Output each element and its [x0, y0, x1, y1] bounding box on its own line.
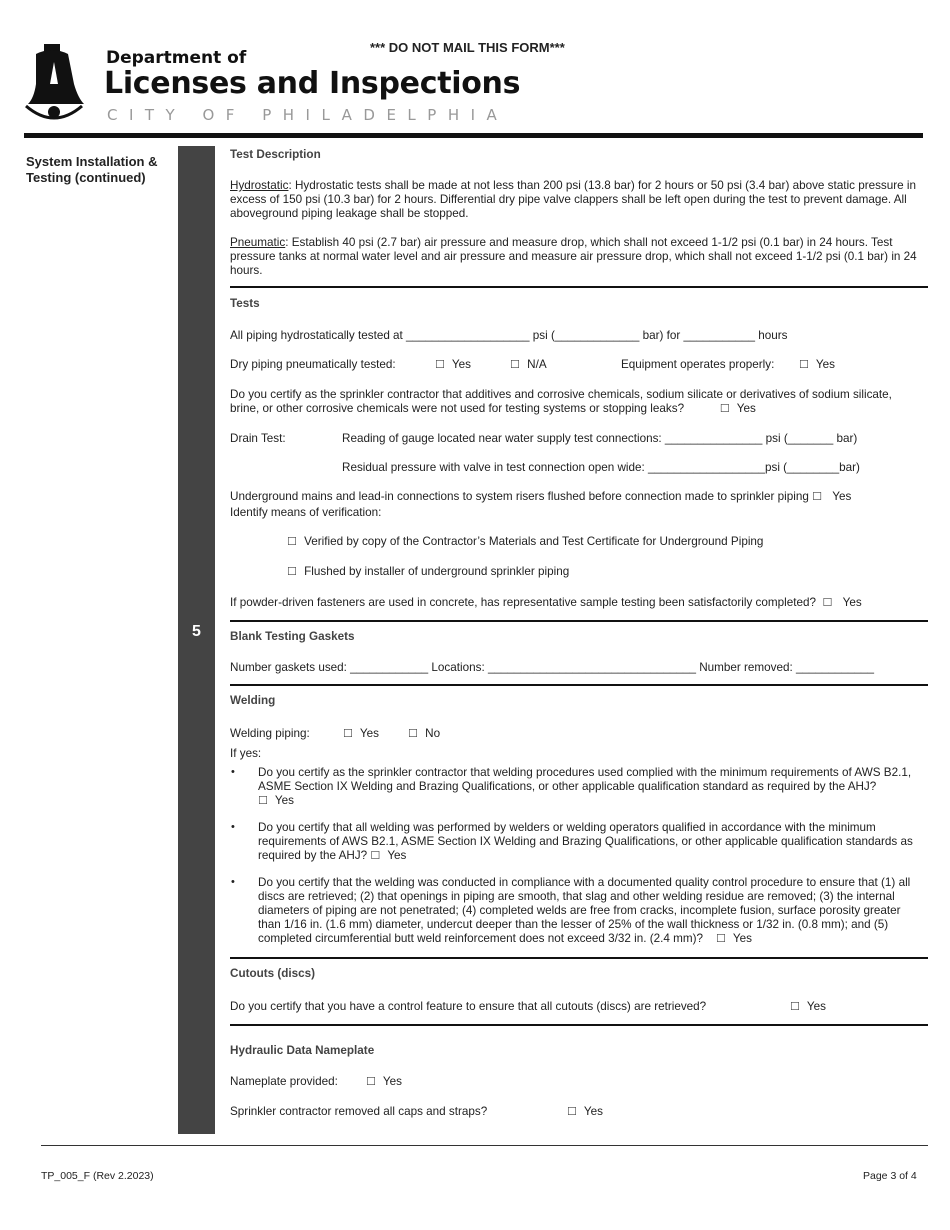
hydrostatic-text: : Hydrostatic tests shall be made at not less than 200 psi (13.8 bar) for 2 hours or 50 psi (3.4 bar) above static pressure in excess of 150 psi (10.3 bar) for 2 hours. Differential dry pipe valve clappers shall be left open during the test to prevent damage. All aboveground piping leakage shall be stopped.: [230, 179, 917, 220]
no-label: No: [425, 727, 441, 740]
yes-label: Yes: [842, 596, 862, 609]
checkbox-icon: ☐: [719, 402, 730, 415]
caps-straps-label: Sprinkler contractor removed all caps and straps?: [230, 1105, 488, 1118]
form-id: TP_005_F (Rev 2.2023): [41, 1170, 154, 1182]
divider: [230, 620, 928, 622]
na-label: N/A: [527, 358, 547, 371]
tests-title: Tests: [230, 297, 260, 310]
section-side-title: System Installation & Testing (continued): [26, 154, 158, 185]
dry-piping-label: Dry piping pneumatically tested:: [230, 358, 396, 371]
checkbox-icon: ☐: [790, 1000, 800, 1013]
header-rule: [24, 133, 923, 138]
cutouts-title: Cutouts (discs): [230, 967, 316, 980]
divider: [230, 957, 928, 959]
welding-piping-label: Welding piping:: [230, 727, 310, 740]
verified-copy-checkbox[interactable]: [287, 535, 763, 549]
checkbox-icon: ☐: [366, 1075, 376, 1088]
cutouts-yes-checkbox[interactable]: [790, 1000, 826, 1014]
do-not-mail-notice: *** DO NOT MAIL THIS FORM***: [370, 40, 565, 55]
yes-label: Yes: [736, 402, 756, 415]
if-yes-label: If yes:: [230, 747, 262, 760]
cutouts-question: Do you certify that you have a control feature to ensure that all cutouts (discs) are retrieved?: [230, 1000, 707, 1013]
nameplate-yes-checkbox[interactable]: [366, 1075, 402, 1089]
identify-verification-label: Identify means of verification:: [230, 506, 382, 519]
bullet-icon: •: [231, 876, 235, 888]
city-of-philadelphia-label: CITY OF PHILADELPHIA: [107, 106, 509, 124]
divider: [230, 286, 928, 288]
pneumatic-description: [230, 236, 920, 278]
bullet-icon: •: [231, 766, 235, 778]
hydrostatic-description: [230, 179, 920, 221]
equipment-yes-checkbox[interactable]: [799, 358, 835, 372]
underground-yes-checkbox[interactable]: [812, 490, 851, 503]
bullet-icon: •: [231, 821, 235, 833]
welding-bullet-2-text: Do you certify that all welding was performed by welders or welding operators qualified in accordance with the minimum requirements of AWS B2.1, ASME Section IX Welding and Brazing Qualifications, or other applicable qualification standards as required by the AHJ?: [258, 821, 913, 862]
additives-yes-checkbox[interactable]: [720, 402, 756, 415]
checkbox-icon: ☐: [510, 358, 520, 371]
gaskets-line[interactable]: Number gaskets used: ____________ Locations: ________________________________ Number removed: ____________: [230, 661, 874, 674]
yes-label: Yes: [274, 794, 294, 807]
verified-copy-label: Verified by copy of the Contractor’s Materials and Test Certificate for Underground Piping: [304, 535, 764, 548]
divider: [230, 684, 928, 686]
certify-additives-question: [230, 388, 900, 416]
checkbox-icon: ☐: [812, 490, 822, 503]
checkbox-icon: ☐: [287, 565, 297, 578]
checkbox-icon: ☐: [716, 932, 726, 945]
caps-yes-checkbox[interactable]: [567, 1105, 603, 1119]
powder-text: If powder-driven fasteners are used in concrete, has representative sample testing been satisfactorily completed?: [230, 596, 816, 609]
bullet2-yes-checkbox[interactable]: [370, 849, 406, 862]
nameplate-title: Hydraulic Data Nameplate: [230, 1044, 375, 1057]
flushed-label: Flushed by installer of underground sprinkler piping: [304, 565, 570, 578]
bullet3-yes-checkbox[interactable]: [716, 932, 752, 945]
pneumatic-text: : Establish 40 psi (2.7 bar) air pressure and measure drop, which shall not exceed 1-1/2 psi (0.1 bar) in 24 hours. Test pressure tanks at normal water level and air pressure and measure air pressure drop, which shall not exceed 1-1/2 psi (0.1 bar) in 24 hours.: [230, 236, 917, 277]
pneumatic-label: Pneumatic: [230, 236, 286, 249]
welding-bullet-1: [258, 766, 926, 808]
checkbox-icon: ☐: [822, 596, 833, 609]
underground-question: [230, 490, 851, 504]
yes-label: Yes: [815, 358, 835, 371]
checkbox-icon: ☐: [370, 849, 381, 862]
liberty-bell-icon: [24, 40, 84, 126]
checkbox-icon: ☐: [258, 794, 268, 807]
yes-label: Yes: [806, 1000, 826, 1013]
checkbox-icon: ☐: [343, 727, 353, 740]
bullet1-yes-checkbox[interactable]: [258, 794, 294, 807]
yes-label: Yes: [732, 932, 752, 945]
welding-bullet-3: [258, 876, 926, 946]
yes-label: Yes: [382, 1075, 402, 1088]
test-description-title: Test Description: [230, 148, 321, 161]
yes-label: Yes: [359, 727, 379, 740]
yes-label: Yes: [451, 358, 471, 371]
welding-title: Welding: [230, 694, 276, 707]
welding-bullet-3-text: Do you certify that the welding was conducted in compliance with a documented quality control procedure to ensure that (1) all discs are retrieved; (2) that openings in piping are smooth, that slag and other welding residue are removed; (3) the internal diameters of piping are not penetrated; (4) completed welds are free from cracks, incomplete fusion, surface porosity greater than 1/16 in. (1.6 mm) diameter, undercut deeper than the lesser of 25% of the wall thickness or 1/32 in. (0.8 mm); and (5) completed circumferential butt weld reinforcement does not exceed 3/32 in. (2.4 mm)?: [258, 876, 911, 945]
welding-bullet-1-text: Do you certify as the sprinkler contractor that welding procedures used complied with the minimum requirements of AWS B2.1, ASME Section IX Welding and Brazing Qualifications, or other applicable qualification standard as required by the AHJ?: [258, 766, 912, 793]
department-of-label: Department of: [106, 48, 247, 68]
checkbox-icon: ☐: [567, 1105, 577, 1118]
page-number: Page 3 of 4: [863, 1170, 917, 1182]
dry-yes-checkbox[interactable]: [435, 358, 471, 372]
licenses-inspections-title: Licenses and Inspections: [104, 66, 521, 101]
drain-residual-line[interactable]: Residual pressure with valve in test connection open wide: __________________psi (________bar): [342, 461, 860, 474]
welding-yes-checkbox[interactable]: [343, 727, 379, 741]
checkbox-icon: ☐: [435, 358, 445, 371]
equipment-label: Equipment operates properly:: [621, 358, 775, 371]
footer-rule: [41, 1145, 928, 1146]
drain-test-label: Drain Test:: [230, 432, 286, 445]
powder-yes-checkbox[interactable]: [822, 596, 861, 609]
yes-label: Yes: [387, 849, 407, 862]
certify-additives-text: Do you certify as the sprinkler contractor that additives and corrosive chemicals, sodium silicate or derivatives of sodium silicate, brine, or other corrosive chemicals were not used for testing systems or stopping leaks?: [230, 388, 892, 415]
section-number: 5: [192, 623, 201, 640]
checkbox-icon: ☐: [408, 727, 418, 740]
checkbox-icon: ☐: [287, 535, 297, 548]
yes-label: Yes: [832, 490, 852, 503]
drain-reading-line[interactable]: Reading of gauge located near water supply test connections: _______________ psi (_______ bar): [342, 432, 858, 445]
gaskets-title: Blank Testing Gaskets: [230, 630, 355, 643]
yes-label: Yes: [583, 1105, 603, 1118]
welding-no-checkbox[interactable]: [408, 727, 440, 741]
hydro-test-line[interactable]: All piping hydrostatically tested at ___________________ psi (_____________ bar) for ___________ hours: [230, 329, 788, 342]
welding-bullet-2: [258, 821, 926, 863]
checkbox-icon: ☐: [799, 358, 809, 371]
underground-text: Underground mains and lead-in connections to system risers flushed before connection made to sprinkler piping: [230, 490, 809, 503]
hydrostatic-label: Hydrostatic: [230, 179, 289, 192]
divider: [230, 1024, 928, 1026]
dry-na-checkbox[interactable]: [510, 358, 547, 372]
flushed-installer-checkbox[interactable]: [287, 565, 569, 579]
powder-question: [230, 596, 862, 610]
nameplate-provided-label: Nameplate provided:: [230, 1075, 338, 1088]
